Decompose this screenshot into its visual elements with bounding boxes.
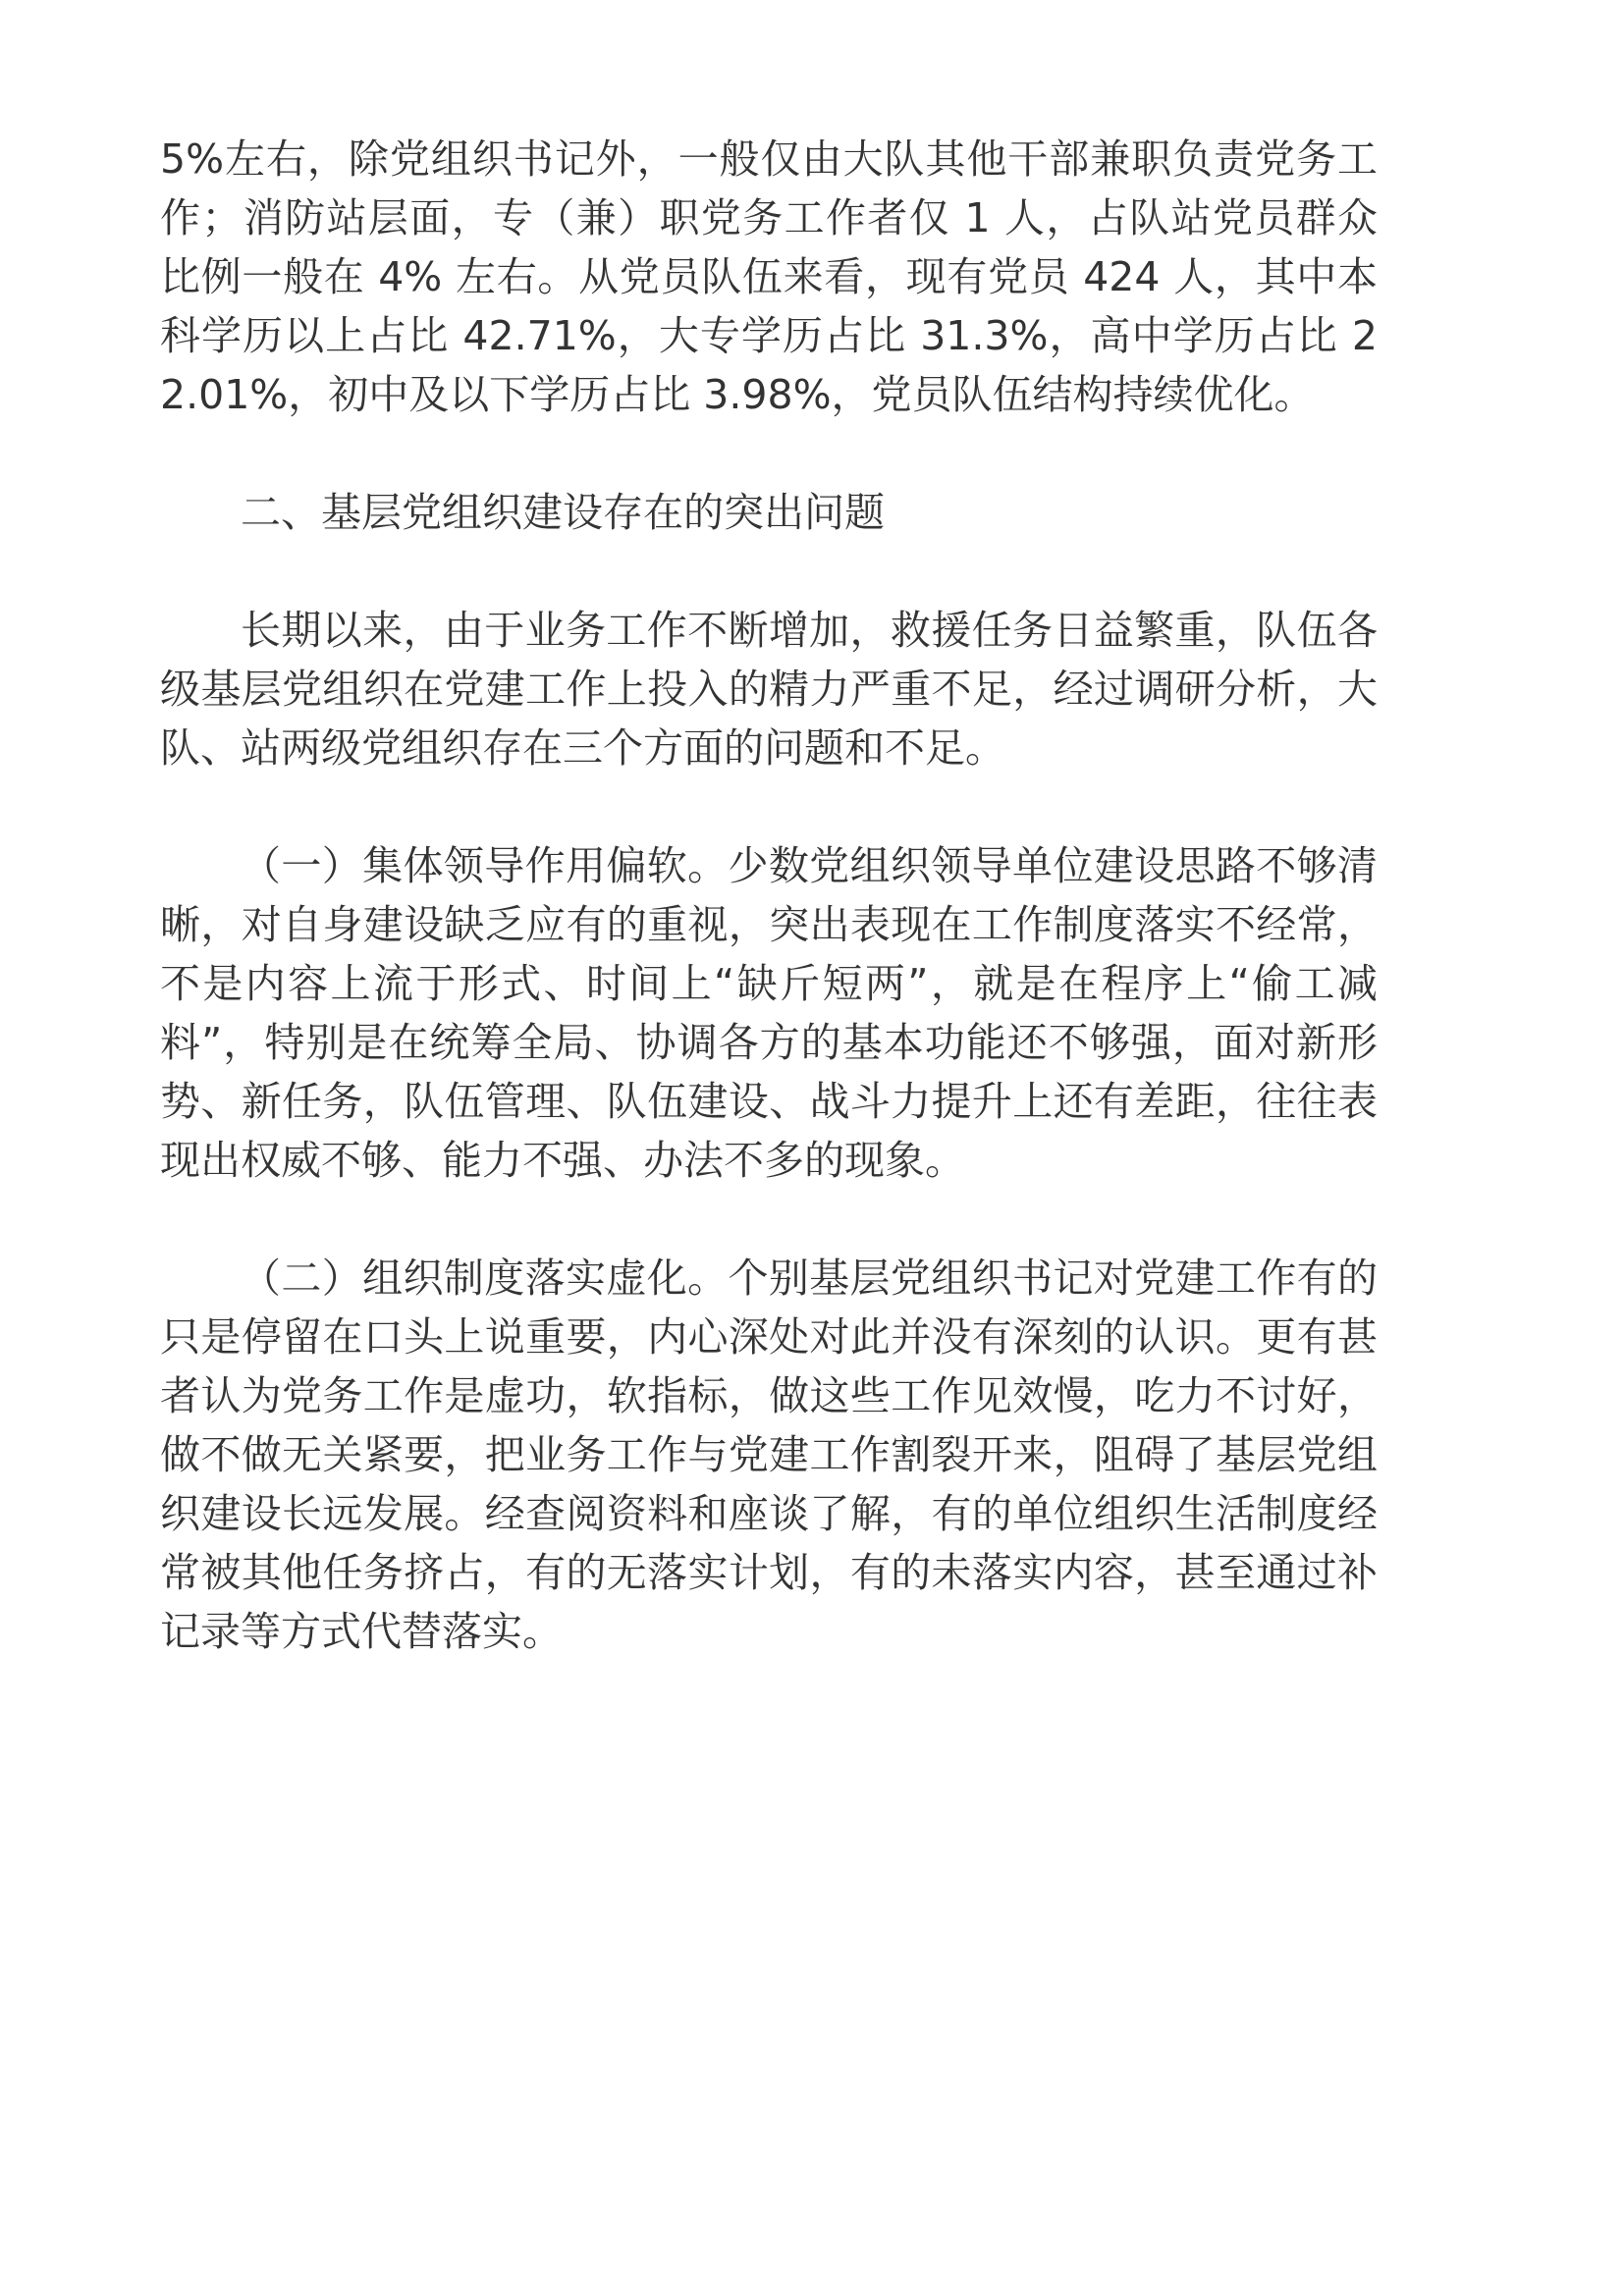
document-body — [160, 130, 1378, 1661]
heading-section-two: 二、基层党组织建设存在的突出问题 — [241, 489, 885, 536]
heading-block — [160, 483, 1378, 542]
paragraph-block — [160, 601, 1378, 777]
paragraph-overview: 长期以来，由于业务工作不断增加，救援任务日益繁重，队伍各级基层党组织在党建工作上投入的精力严重不足，经过调研分析，大队、站两级党组织存在三个方面的问题和不足。 — [160, 607, 1378, 772]
paragraph-statistics: 5%左右，除党组织书记外，一般仅由大队其他干部兼职负责党务工作；消防站层面，专（兼）职党务工作者仅 1 人，占队站党员群众比例一般在 4% 左右。从党员队伍来看，现有党员 424 人，其中本科学历以上占比 42.71%，大专学历占比 31.3%，高中学历占比 22.01%，初中及以下学历占比 3.98%，党员队伍结构持续优化。 — [160, 135, 1378, 418]
paragraph-block — [160, 1249, 1378, 1661]
paragraph-block — [160, 836, 1378, 1190]
paragraph-item-one: （一）集体领导作用偏软。少数党组织领导单位建设思路不够清晰，对自身建设缺乏应有的重视，突出表现在工作制度落实不经常，不是内容上流于形式、时间上“缺斤短两”，就是在程序上“偷工减料”，特别是在统筹全局、协调各方的基本功能还不够强，面对新形势、新任务，队伍管理、队伍建设、战斗力提升上还有差距，往往表现出权威不够、能力不强、办法不多的现象。 — [160, 842, 1378, 1184]
paragraph-block — [160, 130, 1378, 424]
paragraph-item-two: （二）组织制度落实虚化。个别基层党组织书记对党建工作有的只是停留在口头上说重要，内心深处对此并没有深刻的认识。更有甚者认为党务工作是虚功，软指标，做这些工作见效慢，吃力不讨好，做不做无关紧要，把业务工作与党建工作割裂开来，阻碍了基层党组织建设长远发展。经查阅资料和座谈了解，有的单位组织生活制度经常被其他任务挤占，有的无落实计划，有的未落实内容，甚至通过补记录等方式代替落实。 — [160, 1255, 1378, 1655]
